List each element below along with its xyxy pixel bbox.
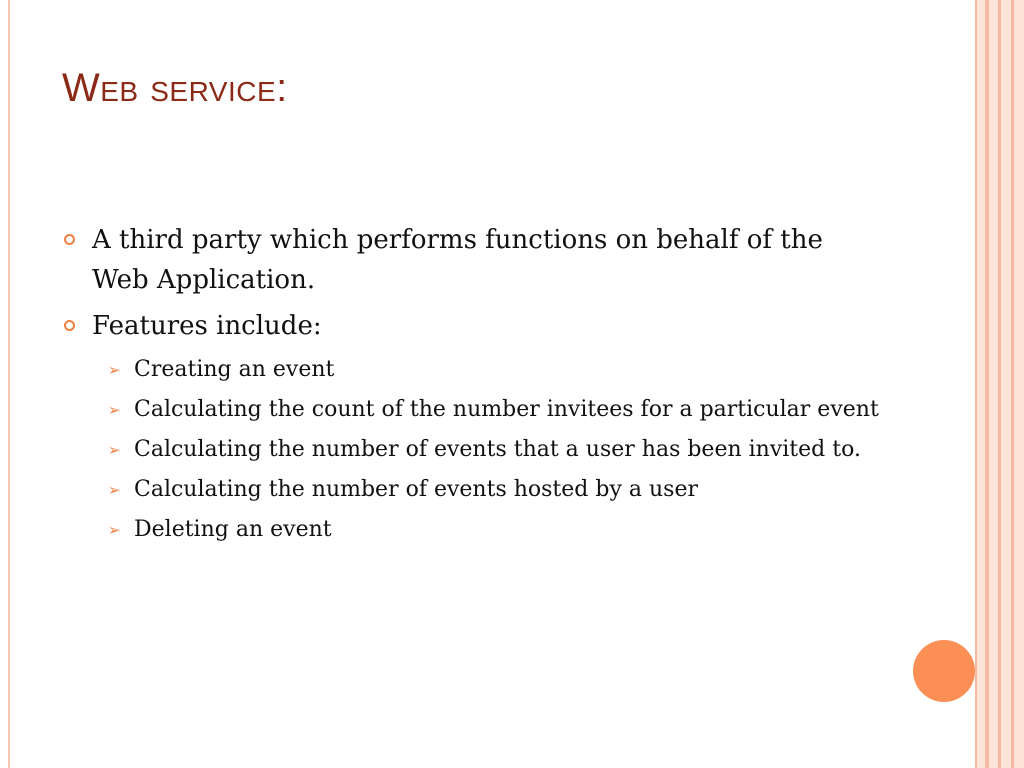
right-stripe-2 <box>985 0 989 768</box>
sub-bullet-item <box>62 432 882 468</box>
bullet-item <box>62 306 882 346</box>
bullet-text: Features include: <box>92 311 322 341</box>
arrow-bullet-icon: ➢ <box>108 521 121 539</box>
bullet-text: A third party which performs functions on behalf of the Web Application. <box>92 225 823 295</box>
orange-circle-decoration <box>913 640 975 702</box>
right-stripe-4 <box>1011 0 1014 768</box>
sub-bullet-text: Deleting an event <box>134 517 332 542</box>
right-stripe-1 <box>975 0 977 768</box>
circle-bullet-icon <box>64 234 75 245</box>
bullet-item <box>62 220 882 300</box>
sub-bullet-item <box>62 512 882 548</box>
arrow-bullet-icon: ➢ <box>108 441 121 459</box>
sub-bullet-text: Calculating the number of events hosted by a user <box>134 477 698 502</box>
slide-title: Web service: <box>62 66 288 110</box>
sub-bullet-text: Creating an event <box>134 357 335 382</box>
sub-bullet-text: Calculating the number of events that a user has been invited to. <box>134 437 861 462</box>
sub-bullet-text: Calculating the count of the number invitees for a particular event <box>134 397 879 422</box>
slide-content <box>62 220 882 552</box>
right-stripe-3 <box>998 0 1001 768</box>
sub-bullet-item <box>62 392 882 428</box>
sub-bullet-item <box>62 472 882 508</box>
left-border-rule <box>8 0 10 768</box>
arrow-bullet-icon: ➢ <box>108 401 121 419</box>
arrow-bullet-icon: ➢ <box>108 361 121 379</box>
circle-bullet-icon <box>64 320 75 331</box>
sub-bullet-item <box>62 352 882 388</box>
arrow-bullet-icon: ➢ <box>108 481 121 499</box>
